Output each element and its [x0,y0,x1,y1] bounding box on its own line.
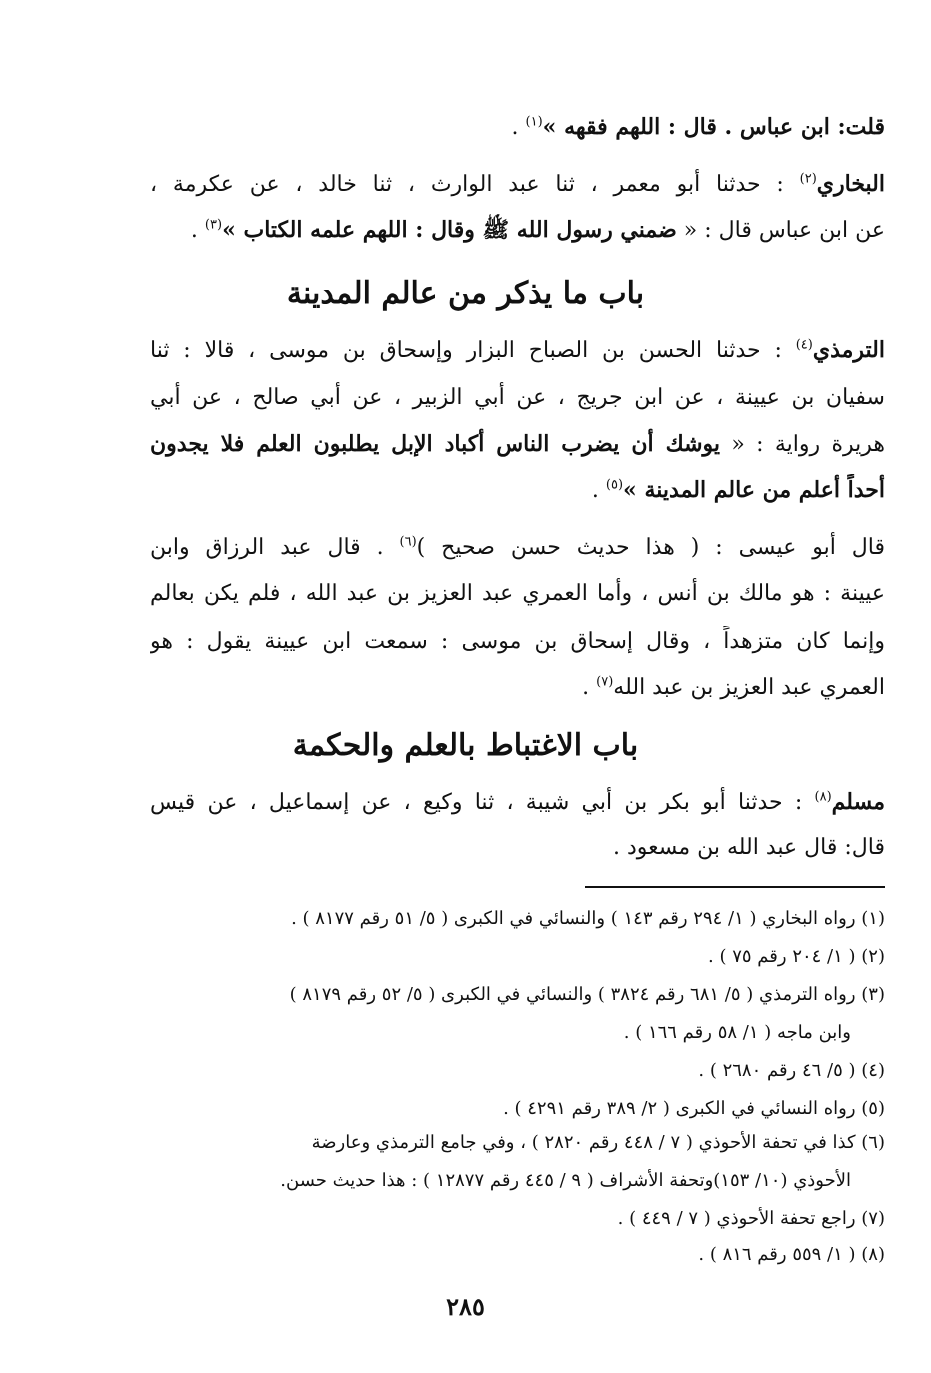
footnote-ref: (٧) [596,674,614,690]
text-fragment: : حدثنا أبو بكر بن أبي شيبة ، ثنا وكيع ، عن إسماعيل ، عن قيس [150,790,815,815]
text-fragment: . [511,115,526,140]
text-fragment: هريرة رواية : « [720,432,885,457]
text-line-12 [150,786,885,820]
source-name: البخاري [816,171,885,197]
hadith-text: يوشك أن يضرب الناس أكباد الإبل يطلبون العلم فلا يجدون [150,431,721,457]
text-fragment: عن ابن عباس قال : « [676,218,885,243]
footnote-8: (٨) ( ١/ ٥٥٩ رقم ٨١٦ ) . [698,1244,885,1265]
footnote-7: (٧) راجع تحفة الأحوذي ( ٧ / ٤٤٩ ) . [617,1208,885,1229]
text-line-6 [150,428,885,462]
footnote-ref: (٥) [605,477,624,493]
footnote-ref: (٢) [799,171,817,187]
quote-mark: » [623,477,645,503]
text-fragment: . [190,218,205,243]
text-line-2 [150,168,885,202]
text-line-5: سفيان بن عيينة ، عن ابن جريج ، عن أبي الزبير ، عن أبي صالح ، عن أبي [150,385,885,410]
text-line-9: عيينة : هو مالك بن أنس ، وأما العمري عبد العزيز بن عبد الله ، فلم يكن بعالم [150,581,885,606]
source-name: مسلم [831,789,885,815]
text-line-8 [150,532,885,566]
footnote-2: (٢) ( ١/ ٢٠٤ رقم ٧٥ ) . [708,946,885,967]
footnote-ref: (٦) [399,534,417,550]
footnote-ref: (٤) [795,337,813,353]
text-line-11 [150,672,885,706]
footnote-ref: (١) [525,114,543,130]
footnote-ref: (٨) [814,789,832,805]
text-fragment: . [591,478,606,503]
text-line-10: وإنما كان متزهداً ، وقال إسحاق بن موسى : سمعت ابن عيينة يقول : هو [150,629,885,654]
text-line-4 [150,334,885,368]
page-number: ٢٨٥ [446,1292,485,1321]
footnote-ref: (٣) [204,217,223,233]
text-fragment: قال أبو عيسى : ( هذا حديث حسن صحيح ) [416,535,885,560]
footnote-divider [585,886,885,888]
text-line-3 [150,214,885,248]
footnote-1: (١) رواه البخاري ( ١/ ٢٩٤ رقم ١٤٣ ) والنسائي في الكبرى ( ٥/ ٥١ رقم ٨١٧٧ ) . [291,908,885,929]
text-fragment: : حدثنا أبو معمر ، ثنا عبد الوارث ، ثنا خالد ، عن عكرمة ، [150,172,800,197]
section-heading: باب ما يذكر من عالم المدينة [286,276,645,311]
section-heading: باب الاغتباط بالعلم والحكمة [292,728,639,763]
hadith-text: أحداً أعلم من عالم المدينة [644,477,885,503]
quote-mark: » [542,114,565,140]
hadith-text: اللهم فقهه [564,114,661,140]
text-line-1 [150,111,885,145]
hadith-text: ضمني رسول الله ﷺ وقال : اللهم علمه الكتاب [243,217,677,243]
text-line-7 [150,474,885,508]
text-line-13: قال: قال عبد الله بن مسعود . [612,835,885,860]
quote-mark: » [222,217,244,243]
footnote-3: (٣) رواه الترمذي ( ٥/ ٦٨١ رقم ٣٨٢٤ ) والنسائي في الكبرى ( ٥/ ٥٢ رقم ٨١٧٩ ) [289,984,885,1005]
footnote-4: (٤) ( ٥/ ٤٦ رقم ٢٦٨٠ ) . [698,1060,885,1081]
source-name: الترمذي [812,337,885,363]
text-fragment: . قال عبد الرزاق وابن [150,535,400,560]
text-fragment: العمري عبد العزيز بن عبد الله [613,675,885,700]
footnote-6-continued: الأحوذي (١٠/ ١٥٣)وتحفة الأشراف ( ٩ / ٤٤٥ رقم ١٢٨٧٧ ) : هذا حديث حسن. [280,1170,851,1191]
footnote-6: (٦) كذا في تحفة الأحوذي ( ٧ / ٤٤٨ رقم ٢٨٢٠ ) ، وفي جامع الترمذي وعارضة [311,1132,885,1153]
footnote-3-continued: وابن ماجه ( ١/ ٥٨ رقم ١٦٦ ) . [623,1022,851,1043]
text-fragment: قلت: ابن عباس . قال : [660,114,885,140]
footnote-5: (٥) رواه النسائي في الكبرى ( ٢/ ٣٨٩ رقم ٤٢٩١ ) . [503,1098,885,1119]
text-fragment: . [582,675,597,700]
text-fragment: : حدثنا الحسن بن الصباح البزار وإسحاق بن موسى ، قالا : ثنا [150,338,796,363]
